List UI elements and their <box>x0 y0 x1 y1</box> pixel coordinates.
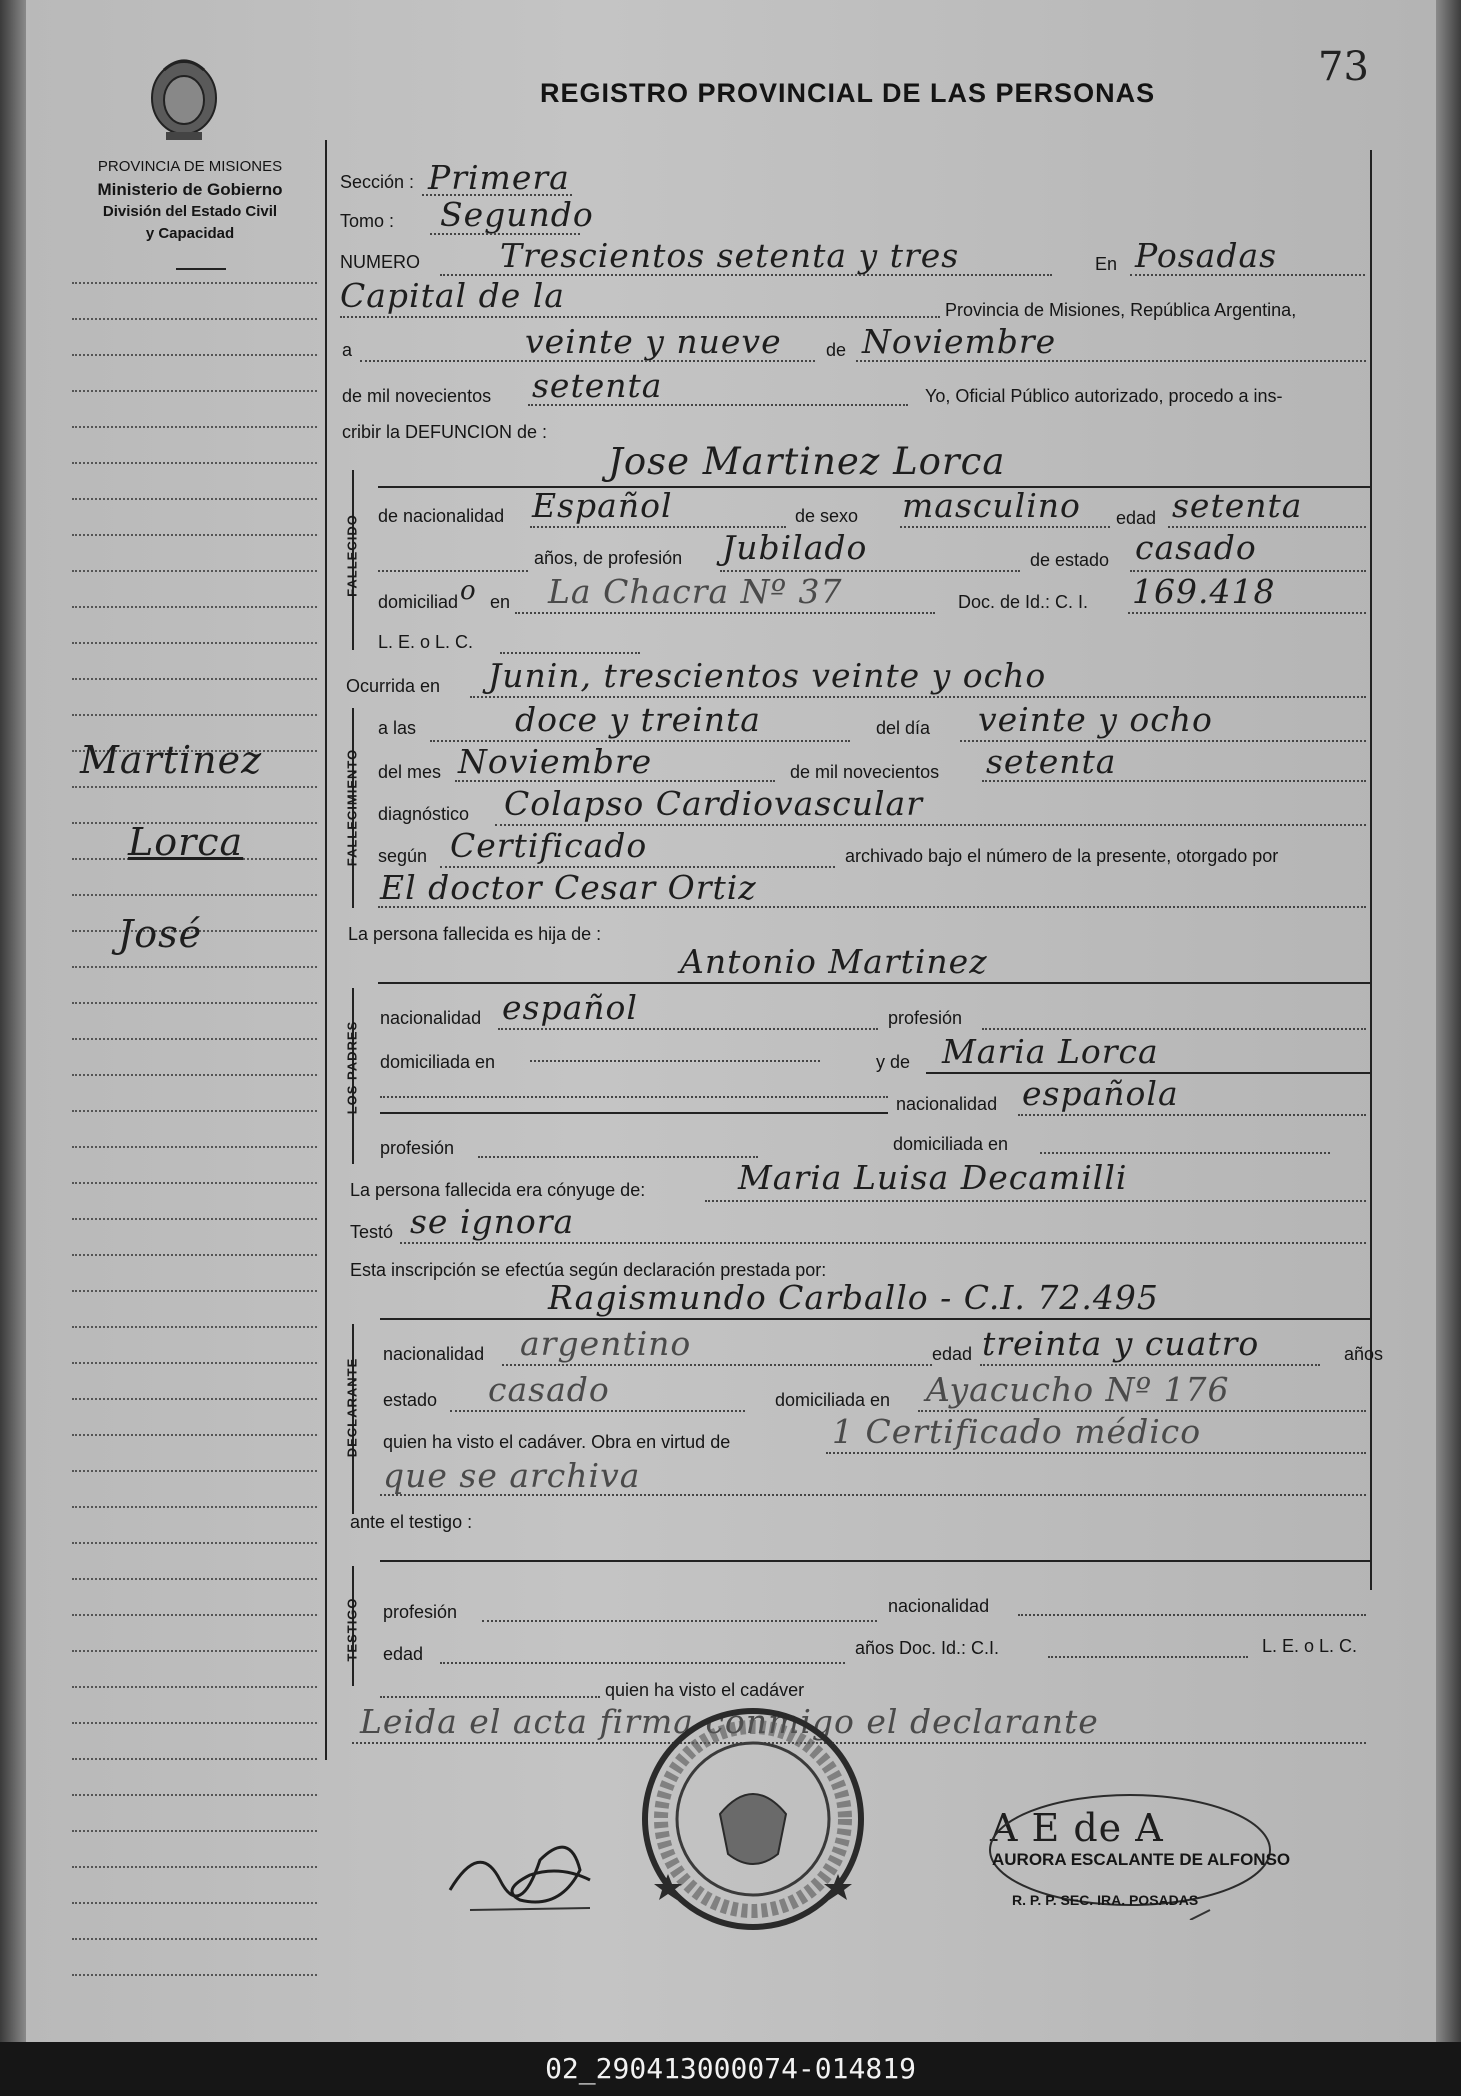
margin-ruled-line <box>72 1794 317 1796</box>
value-doc: 169.418 <box>1132 572 1276 611</box>
value-obra: 1 Certificado médico <box>832 1412 1202 1451</box>
label-conyuge: La persona fallecida era cónyuge de: <box>350 1180 646 1200</box>
label-quien-visto: quien ha visto el cadáver. Obra en virtud de <box>383 1432 731 1452</box>
field-line <box>980 1364 1320 1366</box>
margin-ruled-line <box>72 1902 317 1904</box>
value-nombre: Jose Martinez Lorca <box>608 440 1006 483</box>
label-hija-de: La persona fallecida es hija de : <box>348 924 602 944</box>
label-a: a <box>342 340 353 360</box>
margin-divider <box>325 140 327 1760</box>
field-line <box>1018 1614 1366 1616</box>
label-t-nacionalidad: nacionalidad <box>888 1596 990 1616</box>
margin-note-second-surname: Lorca <box>128 820 244 864</box>
value-segun: Certificado <box>450 826 648 865</box>
label-domiciliada-en2: domiciliada en <box>893 1134 1009 1154</box>
value-nacionalidad: Español <box>532 486 673 525</box>
margin-ruled-line <box>72 606 317 608</box>
value-numero: Trescientos setenta y tres <box>500 236 960 275</box>
header-underline <box>176 268 226 270</box>
margin-ruled-line <box>72 1722 317 1724</box>
margin-ruled-line <box>72 462 317 464</box>
field-line <box>1048 1656 1248 1658</box>
label-t-le: L. E. o L. C. <box>1262 1636 1358 1656</box>
field-line <box>340 316 940 318</box>
margin-ruled-line <box>72 1542 317 1544</box>
binding-shadow <box>0 0 26 2042</box>
label-t-profesion: profesión <box>383 1602 458 1622</box>
side-label-padres: LOS PADRES <box>344 1020 360 1115</box>
page-title: REGISTRO PROVINCIAL DE LAS PERSONAS <box>540 78 1156 108</box>
field-line <box>378 906 1366 908</box>
value-tomo: Segundo <box>440 195 594 234</box>
field-line <box>400 1242 1366 1244</box>
label-ocurrida: Ocurrida en <box>346 676 441 696</box>
label-profesion: profesión <box>888 1008 963 1028</box>
label-en: En <box>1095 254 1118 274</box>
value-sexo: masculino <box>902 486 1081 525</box>
margin-ruled-line <box>72 1650 317 1652</box>
label-decl-estado: estado <box>383 1390 438 1410</box>
label-inscribir: cribir la DEFUNCION de : <box>342 422 548 442</box>
label-testo: Testó <box>350 1222 394 1242</box>
value-seccion: Primera <box>428 158 570 197</box>
value-fecha-mes: Noviembre <box>862 322 1057 361</box>
margin-ruled-line <box>72 1362 317 1364</box>
label-de-estado: de estado <box>1030 550 1110 570</box>
label-nacionalidad2: nacionalidad <box>896 1094 998 1114</box>
label-decl-anos: años <box>1344 1344 1384 1364</box>
margin-ruled-line <box>72 1578 317 1580</box>
image-filename-footer: 02_290413000074-014819 <box>0 2042 1461 2096</box>
value-madre-nac: española <box>1022 1074 1179 1113</box>
value-padre: Antonio Martinez <box>680 942 988 981</box>
field-line <box>440 1662 845 1664</box>
value-fecha-dia: veinte y nueve <box>525 322 782 361</box>
value-diagnostico: Colapso Cardiovascular <box>504 784 923 823</box>
value-en: Posadas <box>1135 236 1278 275</box>
field-line <box>470 696 1366 698</box>
label-profesion2: profesión <box>380 1138 455 1158</box>
field-line <box>380 1096 888 1098</box>
field-line <box>1130 274 1365 276</box>
label-t-anos-doc: años Doc. Id.: C.I. <box>855 1638 1000 1658</box>
field-line <box>856 360 1366 362</box>
label-de-mil: de mil novecientos <box>342 386 492 406</box>
margin-ruled-line <box>72 786 317 788</box>
official-seal-icon <box>638 1704 868 1934</box>
label-de: de <box>826 340 847 360</box>
margin-ruled-line <box>72 678 317 680</box>
margin-note-surname: Martinez <box>80 738 263 782</box>
margin-ruled-line <box>72 1866 317 1868</box>
value-capital: Capital de la <box>340 276 565 315</box>
margin-ruled-line <box>72 966 317 968</box>
margin-ruled-line <box>72 1002 317 1004</box>
label-sexo: de sexo <box>795 506 859 526</box>
value-anio2: setenta <box>986 742 1117 781</box>
coat-of-arms-icon <box>142 52 226 148</box>
value-edad: setenta <box>1172 486 1303 525</box>
declarant-signature <box>440 1820 610 1920</box>
label-diagnostico: diagnóstico <box>378 804 470 824</box>
field-line <box>826 1452 1366 1454</box>
margin-ruled-line <box>72 354 317 356</box>
value-decl-dom: Ayacucho Nº 176 <box>926 1370 1230 1409</box>
field-line <box>502 1364 932 1366</box>
label-de-nacionalidad: de nacionalidad <box>378 506 505 526</box>
field-line <box>500 652 640 654</box>
field-line <box>530 1060 820 1062</box>
side-label-fallecido: FALLECIDO <box>344 514 360 597</box>
value-hora: doce y treinta <box>515 700 761 739</box>
form-right-border <box>1370 150 1372 1590</box>
label-del-mes: del mes <box>378 762 442 782</box>
field-line <box>478 1156 758 1158</box>
right-edge-shadow <box>1436 0 1461 2042</box>
margin-ruled-line <box>72 642 317 644</box>
margin-ruled-line <box>72 498 317 500</box>
label-archivado: archivado bajo el número de la presente, otorgado por <box>845 846 1279 866</box>
label-anos-profesion: años, de profesión <box>534 548 683 568</box>
field-line <box>1128 612 1366 614</box>
label-a-las: a las <box>378 718 417 738</box>
field-line <box>380 1494 1366 1496</box>
label-del-dia: del día <box>876 718 931 738</box>
value-dia: veinte y ocho <box>978 700 1213 739</box>
field-line <box>982 780 1366 782</box>
field-line <box>360 360 815 362</box>
value-decl-nac: argentino <box>520 1324 692 1363</box>
margin-ruled-line <box>72 1326 317 1328</box>
label-t-quien: quien ha visto el cadáver <box>605 1680 805 1700</box>
margin-ruled-line <box>72 1254 317 1256</box>
value-decl-edad: treinta y cuatro <box>982 1324 1260 1363</box>
label-seccion: Sección : <box>340 172 415 192</box>
label-numero: NUMERO <box>340 252 420 272</box>
margin-note-given-name: José <box>118 912 203 956</box>
margin-ruled-line <box>72 390 317 392</box>
label-nacionalidad: nacionalidad <box>380 1008 482 1028</box>
field-line <box>900 526 1110 528</box>
margin-ruled-line <box>72 1182 317 1184</box>
value-profesion: Jubilado <box>722 528 868 567</box>
value-padre-nac: español <box>502 988 638 1027</box>
value-leida: Leida el acta firma conmigo el declarante <box>360 1702 1099 1741</box>
margin-ruled-line <box>72 282 317 284</box>
value-testo: se ignora <box>410 1202 575 1241</box>
witness-line <box>380 1560 1370 1562</box>
officer-signature: A E de A <box>990 1806 1164 1850</box>
page-number: 73 <box>1318 44 1369 90</box>
margin-ruled-line <box>72 426 317 428</box>
margin-ruled-line <box>72 1038 317 1040</box>
field-line <box>1040 1152 1330 1154</box>
margin-ruled-line <box>72 1398 317 1400</box>
field-line <box>450 1410 745 1412</box>
margin-ruled-line <box>72 1974 317 1976</box>
field-line <box>455 780 775 782</box>
label-segun: según <box>378 846 428 866</box>
side-label-testigo: TESTIGO <box>344 1597 360 1662</box>
field-line <box>380 1696 600 1698</box>
label-decl-nacionalidad: nacionalidad <box>383 1344 485 1364</box>
stamp-name: AURORA ESCALANTE DE ALFONSO <box>992 1850 1291 1869</box>
field-line <box>982 1028 1366 1030</box>
label-tomo: Tomo : <box>340 211 395 231</box>
side-label-fallecimiento: FALLECIMIENTO <box>344 748 360 867</box>
value-domicilio-letra: o <box>460 576 477 606</box>
margin-ruled-line <box>72 318 317 320</box>
margin-ruled-line <box>72 1290 317 1292</box>
value-otorgado: El doctor Cesar Ortiz <box>380 868 757 907</box>
stamp-office: R. P. P. SEC. IRA. POSADAS <box>1012 1892 1199 1908</box>
field-line <box>378 570 528 572</box>
margin-ruled-line <box>72 714 317 716</box>
parent-line <box>380 1112 888 1114</box>
margin-ruled-line <box>72 1470 317 1472</box>
margin-ruled-line <box>72 1830 317 1832</box>
value-ocurrida: Junin, trescientos veinte y ocho <box>488 656 1047 695</box>
header-province: PROVINCIA DE MISIONES <box>97 158 283 175</box>
margin-ruled-line <box>72 1218 317 1220</box>
field-line <box>498 1028 878 1030</box>
margin-ruled-line <box>72 1434 317 1436</box>
label-doc-id: Doc. de Id.: C. I. <box>958 592 1089 612</box>
label-provincia: Provincia de Misiones, República Argentina, <box>945 300 1297 320</box>
margin-ruled-line <box>72 1758 317 1760</box>
margin-ruled-line <box>72 570 317 572</box>
declarant-line <box>380 1318 1370 1320</box>
header-division: División del Estado Civil <box>102 203 278 220</box>
label-y-de: y de <box>876 1052 911 1072</box>
margin-ruled-line <box>72 1506 317 1508</box>
value-decl-estado: casado <box>488 1370 610 1409</box>
label-decl-domiciliada: domiciliada en <box>775 1390 891 1410</box>
header-ministry: Ministerio de Gobierno <box>97 180 283 199</box>
side-label-declarante: DECLARANTE <box>344 1357 360 1458</box>
header-capacity: y Capacidad <box>145 225 235 242</box>
label-de-mil2: de mil novecientos <box>790 762 940 782</box>
label-decl-edad: edad <box>932 1344 973 1364</box>
margin-ruled-line <box>72 1146 317 1148</box>
field-line <box>1018 1114 1366 1116</box>
label-domiciliada-en: domiciliada en <box>380 1052 496 1072</box>
margin-ruled-line <box>72 534 317 536</box>
label-en2: en <box>490 592 511 612</box>
margin-ruled-line <box>72 1074 317 1076</box>
field-line <box>430 233 580 235</box>
value-mes: Noviembre <box>458 742 653 781</box>
label-ante-testigo: ante el testigo : <box>350 1512 473 1532</box>
value-obra2: que se archiva <box>383 1456 641 1495</box>
value-declarante: Ragismundo Carballo - C.I. 72.495 <box>548 1278 1159 1317</box>
label-yo-oficial: Yo, Oficial Público autorizado, procedo a ins- <box>925 386 1283 406</box>
value-madre: Maria Lorca <box>942 1032 1159 1071</box>
label-inscripcion: Esta inscripción se efectúa según declaración prestada por: <box>350 1260 827 1280</box>
value-anio: setenta <box>532 366 663 405</box>
label-t-edad: edad <box>383 1644 424 1664</box>
label-edad: edad <box>1116 508 1157 528</box>
label-domiciliad: domiciliad <box>378 592 459 612</box>
margin-ruled-line <box>72 894 317 896</box>
field-line <box>528 404 908 406</box>
margin-ruled-line <box>72 1938 317 1940</box>
margin-ruled-line <box>72 1110 317 1112</box>
field-line <box>482 1620 877 1622</box>
parent-line <box>378 982 1370 984</box>
value-conyuge: Maria Luisa Decamilli <box>738 1158 1128 1197</box>
field-line <box>705 1200 1366 1202</box>
value-estado: casado <box>1135 528 1257 567</box>
field-line <box>515 612 935 614</box>
margin-ruled-line <box>72 1614 317 1616</box>
label-le-lc: L. E. o L. C. <box>378 632 474 652</box>
margin-ruled-line <box>72 1686 317 1688</box>
value-domicilio: La Chacra Nº 37 <box>548 572 843 611</box>
